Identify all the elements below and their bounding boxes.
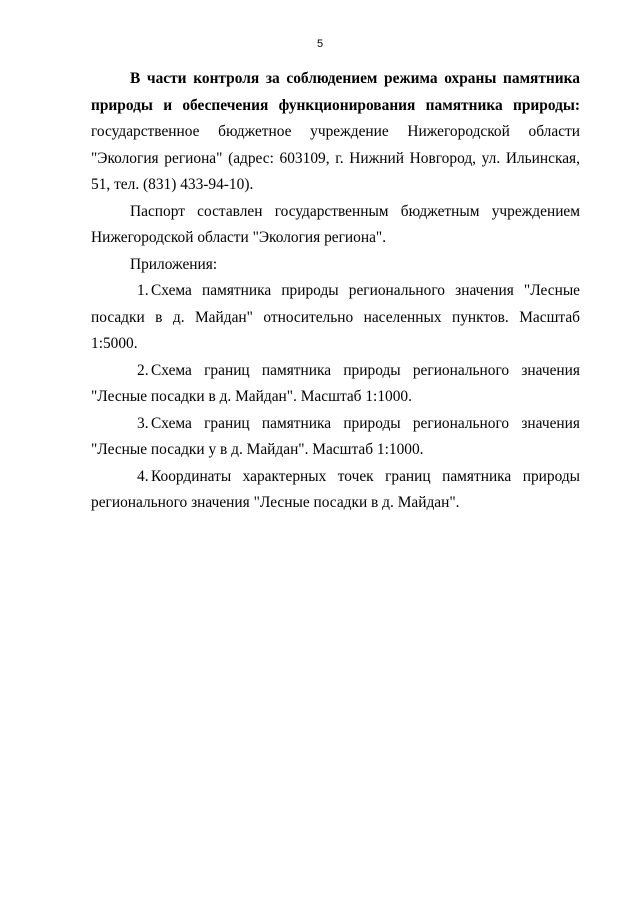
appendix-number: 2. bbox=[137, 361, 149, 379]
appendix-item bbox=[91, 411, 580, 464]
appendix-item bbox=[91, 358, 580, 411]
appendix-number: 3. bbox=[137, 414, 149, 432]
control-paragraph bbox=[91, 66, 580, 199]
appendix-label: Приложения: bbox=[130, 255, 218, 273]
passport-paragraph: Паспорт составлен государственным бюджетным учреждением Нижегородской области "Экология региона". bbox=[91, 202, 580, 246]
appendix-number: 1. bbox=[137, 282, 149, 299]
appendix-number: 4. bbox=[137, 467, 149, 485]
appendix-text: Схема границ памятника природы регионального значения "Лесные посадки у в д. Майдан". Масштаб 1:1000. bbox=[91, 414, 580, 458]
page-number: 5 bbox=[316, 38, 324, 50]
appendix-text: Схема границ памятника природы регионального значения "Лесные посадки в д. Майдан". Масштаб 1:1000. bbox=[91, 361, 580, 405]
appendix-item bbox=[91, 278, 580, 358]
appendix-text: Координаты характерных точек границ памятника природы регионального значения "Лесные посадки в д. Майдан". bbox=[91, 467, 580, 511]
appendix-text: Схема памятника природы регионального значения "Лесные посадки в д. Майдан" относительно населенных пунктов. Масштаб 1:5000. bbox=[91, 282, 580, 352]
document-body bbox=[91, 66, 580, 517]
appendix-item bbox=[91, 464, 580, 517]
appendix-list bbox=[91, 278, 580, 517]
control-heading: В части контроля за соблюдением режима охраны памятника природы и обеспечения функционирования памятника природы: bbox=[91, 70, 580, 114]
control-text: государственное бюджетное учреждение Нижегородской области "Экология региона" (адрес: 603109, г. Нижний Новгород, ул. Ильинская, 51, тел. (831) 433-94-10). bbox=[91, 123, 580, 193]
